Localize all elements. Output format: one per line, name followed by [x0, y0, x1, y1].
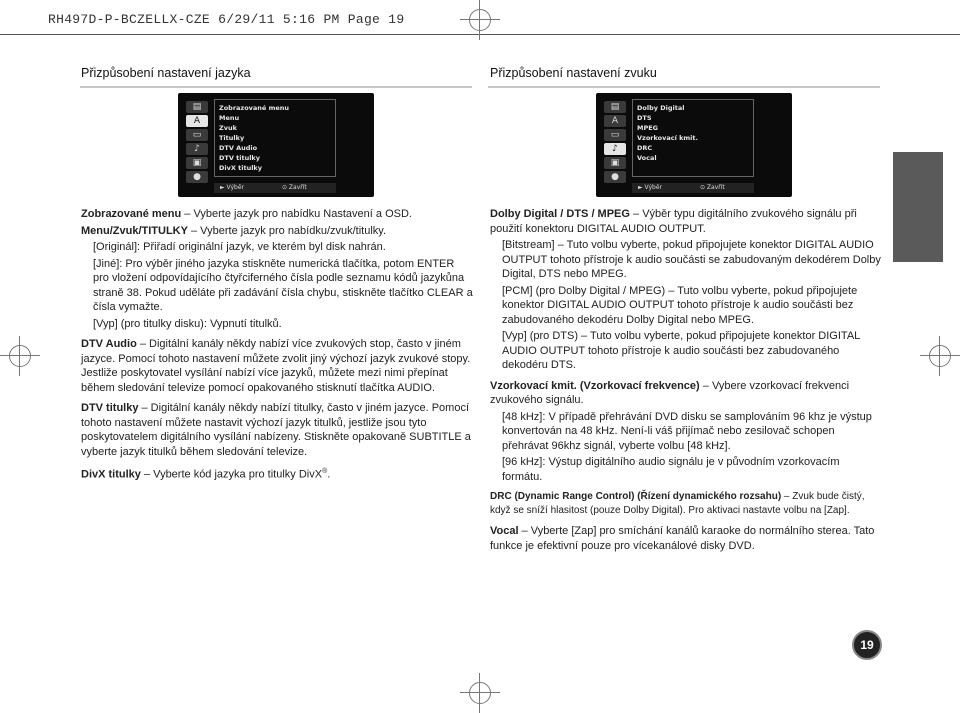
osd-select-hint: ► Výběr: [638, 184, 662, 191]
osd-item: Vzorkovací kmit.: [637, 134, 698, 142]
paragraph: [Bitstream] – Tuto volbu vyberte, pokud připojujete konektor DIGITAL AUDIO OUTPUT tohoto přístroje k audio součásti se zabudovaným dekodérem Dolby Digital, DTS nebo MPEG.: [502, 239, 881, 280]
paragraph: [81, 224, 473, 239]
left-title-rule: [80, 86, 472, 88]
disc-icon: ●: [604, 171, 626, 183]
osd-item: Zobrazované menu: [219, 104, 290, 112]
registration-mark-icon: [920, 336, 960, 376]
osd-item: DivX titulky: [219, 164, 262, 172]
osd-footer: [214, 183, 336, 193]
description: – Digitální kanály někdy nabízí titulky, často v jiném jazyce. Pomocí tohoto nastavení můžete nastavit výchozí jazyk titulků, jestliže jsou tyto poskytovatelem digitálního vysílání nabízeny. Stiskněte opakovaně SUBTITLE a vyberte jazyk titulků během sledování televize.: [81, 402, 471, 458]
term: DivX titulky: [81, 468, 141, 481]
paragraph: [Vyp] (pro DTS) – Tuto volbu vyberte, pokud připojujete konektor DIGITAL AUDIO OUTPUT tohoto přístroje k audio součásti bez zabudovaného dekodéru DTS.: [502, 330, 860, 371]
osd-close-hint: ⊙ Zavřít: [282, 184, 307, 191]
language-icon: ▤: [604, 101, 626, 113]
osd-item: DTS: [637, 114, 652, 122]
description: – Výběr typu digitálního zvukového signálu při použití konektoru DIGITAL AUDIO OUTPUT.: [490, 208, 857, 235]
paragraph: [490, 490, 882, 518]
paragraph: [490, 524, 882, 553]
osd-item: DRC: [637, 144, 653, 152]
paragraph: [Jiné]: Pro výběr jiného jazyka stiskněte numerická tlačítka, potom ENTER pro vložení odpovídajícího čtyřciferného čísla podle seznamu kódů jazykůna straně 38. Pokud uděláte při zadávání čísla chybu, stiskněte tlačítko CLEAR a čísla vymažte.: [93, 257, 473, 313]
osd-select-hint: ► Výběr: [220, 184, 244, 191]
paragraph: [490, 379, 882, 408]
language-a-icon: A: [186, 115, 208, 127]
registration-mark-icon: [0, 336, 40, 376]
audio-icon: ♪: [604, 143, 626, 155]
osd-item: Titulky: [219, 134, 245, 142]
paragraph: [81, 337, 473, 395]
display-icon: ▭: [186, 129, 208, 141]
left-section-title: Přizpůsobení nastavení jazyka: [81, 66, 251, 80]
description: – Vyberte jazyk pro nabídku/zvuk/titulky.: [187, 224, 387, 237]
print-header: RH497D-P-BCZELLX-CZE 6/29/11 5:16 PM Page 19: [48, 12, 405, 27]
term: Dolby Digital / DTS / MPEG: [490, 208, 630, 220]
right-section-title: Přizpůsobení nastavení zvuku: [490, 66, 657, 80]
paragraph: [PCM] (pro Dolby Digital / MPEG) – Tuto volbu vyberte, pokud připojujete konektor DIGITAL AUDIO OUTPUT tohoto přístroje k audio součásti bez zabudovaného dekodéru Dolby Digital nebo MPEG.: [502, 284, 858, 326]
osd-item: Vocal: [637, 154, 657, 162]
osd-close-hint: ⊙ Zavřít: [700, 184, 725, 191]
paragraph: [Originál]: Přiřadí originální jazyk, ve kterém byl disk nahrán.: [93, 241, 386, 253]
term: DTV titulky: [81, 402, 139, 414]
description: – Vybere vzorkovací frekvenci zvukového signálu.: [490, 379, 850, 406]
paragraph: [81, 465, 473, 482]
disc-icon: ●: [186, 171, 208, 183]
section-tab: [893, 152, 943, 262]
description: – Digitální kanály někdy nabízí více zvukových stop, často v jiném jazyce. Pomocí tohoto nastavení můžete zvolit jiný výchozí jazyk zvukové stopy. Jestliže poskytovatel vysílání nabízí více jazyků, můžete mezi nimi přepínat během sledování televize pomocí opakovaného stisknutí tlačítka AUDIO.: [81, 338, 471, 394]
registration-mark-icon: [460, 0, 500, 40]
osd-item: Menu: [219, 114, 240, 122]
paragraph: [48 kHz]: V případě přehrávání DVD disku se samplováním 96 khz je výstup konvertován na 48 kHz. Není-li váš přijímač nebo zesilovač schopen přehrávat 96khz signál, vyberte volbu [48 kHz].: [502, 410, 872, 452]
osd-item: DTV titulky: [219, 154, 260, 162]
language-menu-screenshot: [178, 93, 374, 197]
description: – Zvuk bude čistý, když se sníží hlasitost (pouze Dolby Digital). Pro aktivaci nastavte volbu na [Zap].: [490, 491, 865, 516]
right-title-rule: [488, 86, 880, 88]
osd-item: Zvuk: [219, 124, 237, 132]
language-icon: ▤: [186, 101, 208, 113]
osd-item: DTV Audio: [219, 144, 258, 152]
term: Vzorkovací kmit. (Vzorkovací frekvence): [490, 379, 700, 392]
osd-item-panel: [214, 99, 336, 177]
term: Menu/Zvuk/TITULKY: [81, 224, 188, 237]
osd-footer: [632, 183, 754, 193]
page-number: 19: [852, 630, 882, 660]
term: Vocal: [490, 525, 519, 537]
language-a-icon: A: [604, 115, 626, 127]
audio-icon: ♪: [186, 143, 208, 155]
description-end: .: [327, 468, 331, 481]
osd-sidebar: [186, 101, 212, 182]
term: DTV Audio: [81, 338, 137, 350]
description: – Vyberte [Zap] pro smíchání kanálů karaoke do normálního sterea. Tato funkce je efektivní pouze pro vícekanálové disky DVD.: [490, 525, 875, 552]
term: Zobrazované menu: [81, 208, 182, 220]
paragraph: [81, 207, 473, 222]
osd-item-panel: [632, 99, 754, 177]
lock-icon: ▣: [604, 157, 626, 169]
registered-mark: ®: [322, 468, 328, 475]
description: – Vyberte jazyk pro nabídku Nastavení a OSD.: [181, 208, 412, 220]
osd-item: Dolby Digital: [637, 104, 685, 112]
audio-menu-screenshot: [596, 93, 792, 197]
term: DRC (Dynamic Range Control) (Řízení dynamického rozsahu): [490, 491, 782, 502]
left-column-text: [81, 207, 473, 482]
paragraph: [96 kHz]: Výstup digitálního audio signálu je v původním vzorkovacím formátu.: [502, 456, 840, 483]
right-column-text: [490, 207, 882, 553]
osd-sidebar: [604, 101, 630, 182]
description: – Vyberte kód jazyka pro titulky DivX: [140, 468, 323, 481]
paragraph: [Vyp] (pro titulky disku): Vypnutí titulků.: [93, 317, 282, 330]
paragraph: [81, 401, 473, 459]
lock-icon: ▣: [186, 157, 208, 169]
registration-mark-icon: [460, 673, 500, 713]
paragraph: [490, 207, 882, 236]
display-icon: ▭: [604, 129, 626, 141]
osd-item: MPEG: [637, 124, 659, 132]
